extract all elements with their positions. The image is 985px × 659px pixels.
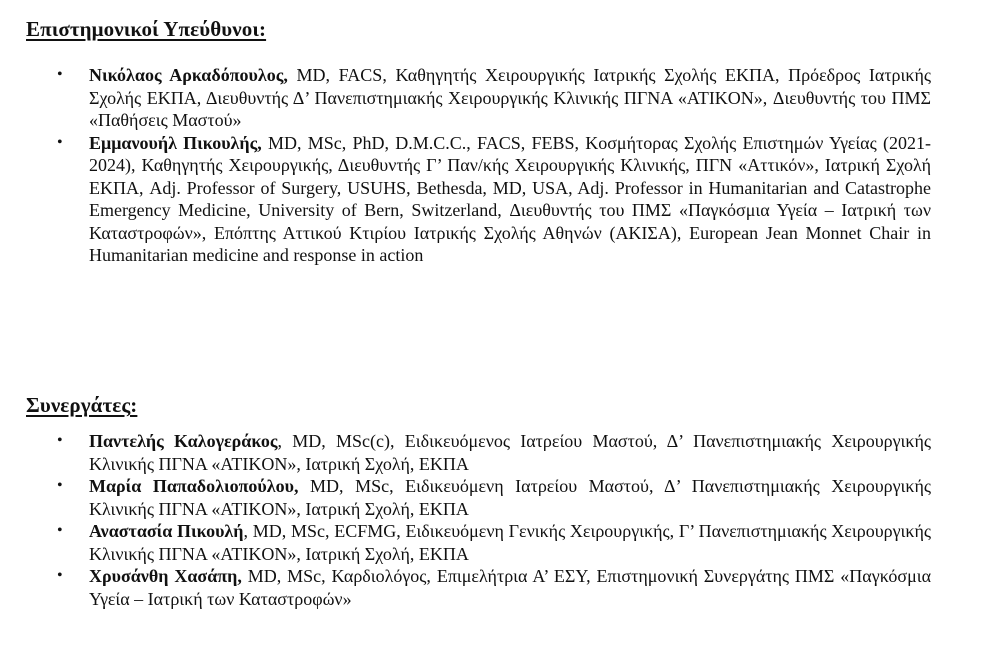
bullet-icon: • — [57, 522, 63, 539]
list-item — [0, 132, 931, 267]
list-item — [0, 430, 931, 475]
bullet-icon: • — [57, 567, 63, 584]
list-item — [0, 565, 931, 610]
bullet-icon: • — [57, 133, 63, 151]
section-heading-collaborators: Συνεργάτες: — [26, 393, 138, 417]
bullet-icon: • — [57, 66, 63, 83]
list-item — [0, 475, 931, 520]
person-name: Εμμανουήλ Πικουλής, — [89, 132, 262, 153]
collaborators-list — [0, 430, 931, 610]
person-details: MD, MSc, Καρδιολόγος, Επιμελήτρια Α’ ΕΣΥ, Επιστημονική Συνεργάτης ΠΜΣ «Παγκόσμια Υγεία – Ιατρική των Καταστροφών» — [89, 566, 931, 609]
person-name: Νικόλαος Αρκαδόπουλος, — [89, 65, 288, 85]
list-item — [0, 520, 931, 565]
person-details: MD, FACS, Καθηγητής Χειρουργικής Ιατρικής Σχολής ΕΚΠΑ, Πρόεδρος Ιατρικής Σχολής ΕΚΠΑ, Διευθυντής Δ’ Πανεπιστημιακής Χειρουργικής Κλινικής ΠΓΝΑ «ATIKON», Διευθυντής του ΠΜΣ «Παθήσεις Μαστού» — [89, 65, 931, 130]
person-details: , MD, MSc, ECFMG, Ειδικευόμενη Γενικής Χειρουργικής, Γ’ Πανεπιστημιακής Χειρουργικής Κλινικής ΠΓΝΑ «ATIKON», Ιατρική Σχολή, ΕΚΠΑ — [89, 521, 931, 564]
person-details: , MD, MSc(c), Ειδικευόμενος Ιατρείου Μαστού, Δ’ Πανεπιστημιακής Χειρουργικής Κλινικής ΠΓΝΑ «ATIKON», Ιατρική Σχολή, ΕΚΠΑ — [89, 431, 932, 474]
person-name: Αναστασία Πικουλή — [89, 521, 244, 541]
scientific-leads-list — [0, 64, 931, 267]
person-name: Παντελής Καλογεράκος — [89, 431, 278, 451]
section-heading-scientific-leads: Επιστημονικοί Υπεύθυνοι: — [26, 17, 267, 41]
person-name: Χρυσάνθη Χασάπη, — [89, 566, 242, 586]
bullet-icon: • — [57, 432, 63, 449]
person-details: MD, MSc, PhD, D.M.C.C., FACS, FEBS, Κοσμήτορας Σχολής Επιστημών Υγείας (2021-2024), Καθηγητής Χειρουργικής, Διευθυντής Γ’ Παν/κής Χειρουργικής Κλινικής, ΠΓΝ «Αττικόν», Ιατρική Σχολή ΕΚΠΑ, Adj. Professor of Surgery, USUHS, Bethesda, MD, USA, Adj. Professor in Humanitarian and Catastrophe Emergency Medicine, University of Bern, Switzerland, Διευθυντής του ΠΜΣ «Παγκόσμια Υγεία – Ιατρική των Καταστροφών», Επόπτης Αττικού Κτιρίου Ιατρικής Σχολής Αθηνών (ΑΚΙΣΑ), European Jean Monnet Chair in Humanitarian medicine and response in action — [89, 132, 931, 265]
bullet-icon: • — [57, 477, 63, 494]
list-item — [0, 64, 931, 132]
person-name: Μαρία Παπαδολιοπούλου, — [89, 476, 299, 496]
person-details: MD, MSc, Ειδικευόμενη Ιατρείου Μαστού, Δ’ Πανεπιστημιακής Χειρουργικής Κλινικής ΠΓΝΑ «ATIKON», Ιατρική Σχολή, ΕΚΠΑ — [89, 476, 931, 519]
